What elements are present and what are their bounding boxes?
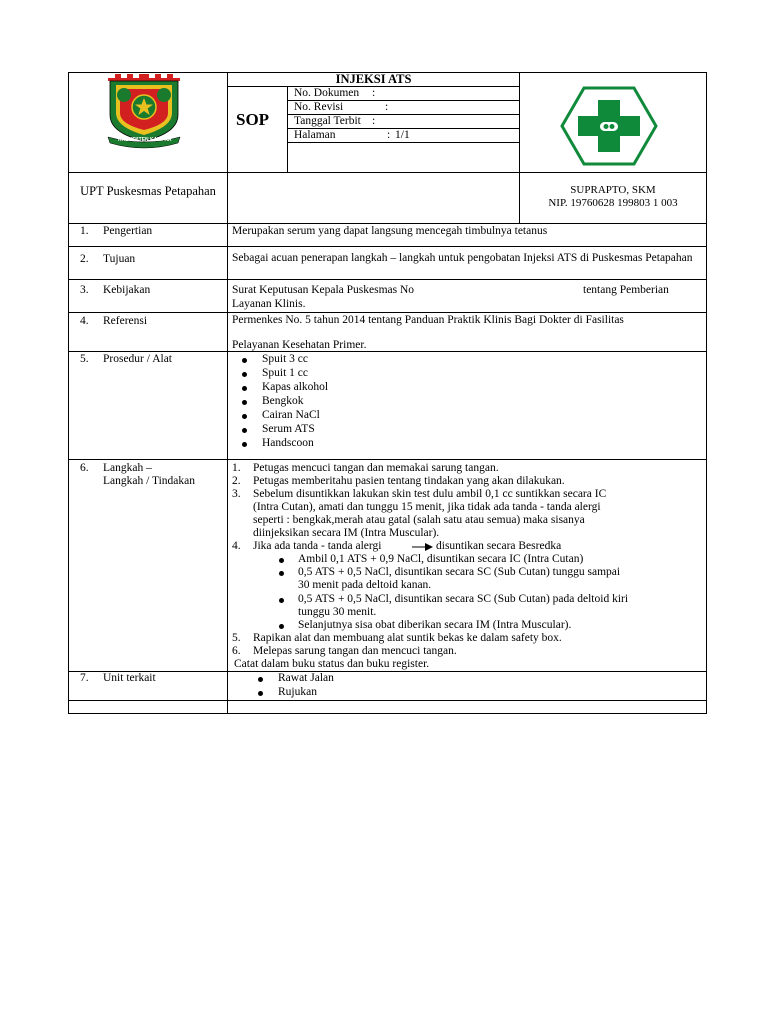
document-title: INJEKSI ATS <box>335 72 412 86</box>
row-text: Permenkes No. 5 tahun 2014 tentang Panduan Praktik Klinis Bagi Dokter di Fasilitas <box>232 314 624 326</box>
bullet-icon <box>242 428 247 433</box>
bullet-icon <box>242 400 247 405</box>
closing-note: Catat dalam buku status dan buku register. <box>234 658 430 670</box>
list-item: Spuit 3 cc <box>262 353 308 365</box>
bullet-icon <box>242 442 247 447</box>
step-text: seperti : bengkak,merah atau gatal (salah satu atau semua) maka sisanya <box>253 514 585 526</box>
row-number: 3. <box>80 284 89 296</box>
step-text: (Intra Cutan), amati dan tunggu 15 menit, jika tidak ada tanda - tanda alergi <box>253 501 601 513</box>
sub-item: 30 menit pada deltoid kanan. <box>298 579 432 591</box>
signer-nip: NIP. 19760628 199803 1 003 <box>548 197 678 209</box>
bullet-icon <box>258 691 263 696</box>
signer-name: SUPRAPTO, SKM <box>570 184 656 196</box>
row-number: 5. <box>80 353 89 365</box>
row-label: Prosedur / Alat <box>103 353 172 365</box>
step-number: 1. <box>232 462 241 474</box>
bullet-icon <box>242 372 247 377</box>
sop-label: SOP <box>236 110 270 129</box>
sub-item: 0,5 ATS + 0,5 NaCl, disuntikan secara SC (Sub Cutan) tunggu sampai <box>298 566 621 578</box>
step-text: diinjeksikan secara IM (Intra Muscular). <box>253 527 440 539</box>
table-border-left <box>68 72 69 714</box>
meta-value-halaman: 1/1 <box>395 129 410 141</box>
table-border-bottom <box>68 713 707 714</box>
row-line-4 <box>68 312 707 313</box>
row-label: Tujuan <box>103 253 136 265</box>
step-text: Sebelum disuntikkan lakukan skin test dulu ambil 0,1 cc suntikkan secara IC <box>253 488 607 500</box>
list-item: Bengkok <box>262 395 304 407</box>
sub-item: Ambil 0,1 ATS + 0,9 NaCl, disuntikan secara IC (Intra Cutan) <box>298 553 584 565</box>
meta-colon: : <box>387 129 391 141</box>
row-label: Referensi <box>103 315 148 327</box>
step-number: 4. <box>232 540 241 552</box>
sub-item: tunggu 30 menit. <box>298 606 377 618</box>
sop-divider <box>287 86 288 172</box>
row-line-2 <box>68 246 707 247</box>
row-line-6 <box>68 459 707 460</box>
bullet-icon <box>279 598 284 603</box>
row-number: 1. <box>80 225 89 237</box>
list-item: Cairan NaCl <box>262 409 320 421</box>
row-text: Merupakan serum yang dapat langsung mencegah timbulnya tetanus <box>232 225 548 237</box>
bullet-icon <box>242 386 247 391</box>
row-label: Unit terkait <box>103 672 156 684</box>
arrow-right-icon <box>412 542 434 552</box>
row-line-8 <box>68 700 707 701</box>
meta-label-no-dokumen: No. Dokumen <box>294 87 360 99</box>
step-text: Rapikan alat dan membuang alat suntik bekas ke dalam safety box. <box>253 632 562 644</box>
meta-colon: : <box>372 87 376 99</box>
row-label-line2: Langkah / Tindakan <box>103 475 195 487</box>
row-label: Langkah – <box>103 462 152 474</box>
row-label: Kebijakan <box>103 284 151 296</box>
bullet-icon <box>258 677 263 682</box>
row-label: Pengertian <box>103 225 153 237</box>
meta-label-tanggal-terbit: Tanggal Terbit <box>294 115 361 127</box>
list-item: Spuit 1 cc <box>262 367 308 379</box>
logo-banner-text: KABUPATEN KAMPAR <box>118 137 172 143</box>
step-text: Jika ada tanda - tanda alergi <box>253 540 382 552</box>
table-column-divider <box>227 72 228 714</box>
header-bottom-line <box>68 172 707 173</box>
list-item: Kapas alkohol <box>262 381 329 393</box>
unit-name: UPT Puskesmas Petapahan <box>80 184 216 198</box>
step-number: 5. <box>232 632 241 644</box>
bullet-icon <box>279 558 284 563</box>
row-number: 2. <box>80 253 89 265</box>
meta-colon: : <box>385 101 389 113</box>
row-text: Surat Keputusan Kepala Puskesmas No <box>232 284 415 296</box>
step-text: Melepas sarung tangan dan mencuci tangan. <box>253 645 457 657</box>
step-number: 3. <box>232 488 241 500</box>
health-cross-icon <box>560 86 658 166</box>
list-item: Handscoon <box>262 437 314 449</box>
step-number: 2. <box>232 475 241 487</box>
step-text-continued: disuntikan secara Besredka <box>436 540 562 552</box>
step-number: 6. <box>232 645 241 657</box>
list-item: Rawat Jalan <box>278 672 334 684</box>
step-text: Petugas memberitahu pasien tentang tindakan yang akan dilakukan. <box>253 475 565 487</box>
bullet-icon <box>242 358 247 363</box>
meta-label-no-revisi: No. Revisi <box>294 101 344 113</box>
sub-item: Selanjutnya sisa obat diberikan secara IM (Intra Muscular). <box>298 619 572 631</box>
step-text: Petugas mencuci tangan dan memakai sarung tangan. <box>253 462 499 474</box>
row-line-7 <box>68 671 707 672</box>
meta-line-4 <box>287 142 520 143</box>
bullet-icon <box>279 571 284 576</box>
row-text: Sebagai acuan penerapan langkah – langkah untuk pengobatan Injeksi ATS di Puskesmas Petapahan <box>232 252 693 264</box>
row-number: 7. <box>80 672 89 684</box>
list-item: Serum ATS <box>262 423 315 435</box>
bullet-icon <box>242 414 247 419</box>
row-line-3 <box>68 279 707 280</box>
table-border-right <box>706 72 707 714</box>
row-number: 4. <box>80 315 89 327</box>
sub-item: 0,5 ATS + 0,5 NaCl, disuntikan secara SC (Sub Cutan) pada deltoid kiri <box>298 593 629 605</box>
row-text-right: tentang Pemberian <box>583 284 669 296</box>
health-logo <box>560 86 658 166</box>
row-text-line2: Layanan Klinis. <box>232 298 306 310</box>
row-number: 6. <box>80 462 89 474</box>
row-text-line2: Pelayanan Kesehatan Primer. <box>232 339 367 351</box>
bullet-icon <box>279 624 284 629</box>
meta-colon: : <box>372 115 376 127</box>
meta-label-halaman: Halaman <box>294 129 336 141</box>
list-item: Rujukan <box>278 686 317 698</box>
